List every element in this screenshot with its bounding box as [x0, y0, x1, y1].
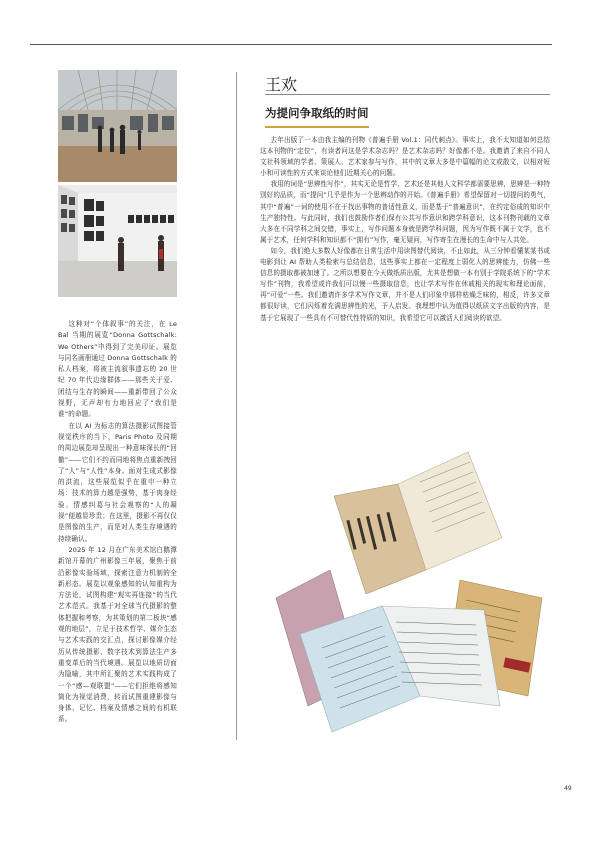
- top-rule: [30, 44, 552, 45]
- gallery-wall-photo: [58, 185, 177, 297]
- sidebar-paragraph: 在以 AI 为标志的算法摄影试图接管视觉秩序的当下，Paris Photo 及同期的周边展览却呈现出一种意味深长的“回撤”——它们不约而同地将焦点重新拽回了“人”与“人性”本身。面对生成式影像的洪流，这些展览似乎在重申一种立场：技术的算力越是强势，基于肉身经验、情感纠葛与社会观察的“人的凝视”便越显珍贵；在这里，摄影不再仅仅是图像的生产，而是对人类生存境遇的持续确认。: [58, 421, 177, 543]
- article-paragraph: 去年出版了一本由我主编的刊物《普遍手册 Vol.1：同代刺点》。事实上，我不太知道如何总结这本刊物的“定位”，有读者问这是学术杂志吗？是艺术杂志吗？好像都不是。我邀请了来自不同人文社科领域的学者、策展人、艺术家参与写作，其中的文章大多是中篇幅的论文或散文，以相对短小和可读性的方式来谈论他们近期关心的问题。: [260, 136, 550, 178]
- exhibition-hall-photo: [58, 70, 177, 182]
- sidebar-paragraph: 这种对“个体叙事”的关注，在 Le Bal 当期的展览“Donna Gottschalk: We Others”中得到了完美印证。展览与同名画册通过 Donna Gottschalk 的私人档案，将被主流叙事遗忘的 20 世纪 70 年代边缘群体——那些关于爱、团结与生存的瞬间——重新带回了公众视野，无声却有力地回应了“我们是谁”的命题。: [58, 320, 177, 419]
- article-paragraph: 如今，我们绝大多数人好像都在日常生活中用读图替代阅读，不止如此，从三分钟看懂某某书或电影到让 AI 帮助人类检索与总结信息，这些事实上都在一定程度上弱化人的思辨能力，仿佛一些信息的摄取都被加速了。之所以想要在今天做纸质出版，尤其是想做一本有别于学院系统下的“学术写作”刊物，我希望或许我们可以慢一些摄取信息，也让学术写作在休戚相关的现实和理论面前，再“可爱”一些。我们邀请许多学术写作文章，并不是人们印象中那样枯燥乏味的，相反，许多文章都很好读，它们闪烁着充满思辨性的光，予人启发。我理想中认为值得以纸质文字出版的内容，是基于它展现了一些具有不可替代性特质的知识，我希望它可以激活人们阅读的欲望。: [260, 246, 550, 322]
- author-underline: [265, 94, 550, 95]
- column-divider: [236, 72, 237, 740]
- sidebar-paragraph: 2025 年 12 月在广东美术馆白鹅潭新馆开幕的广州影像三年展，聚焦于前沿影像实验场域，探索注意力机制的全新形态。展览以观象感知的认知重构为方法论，试图构建“观实再连接”的当代艺术范式。我基于对全球当代摄影的整体把握和考察，为其策划的第二板块“感观的地层”，立足于技术哲学、媒介生态与艺术实践的交汇点，探讨影像媒介经历从传统摄影、数字技术到算法生产多重变革后的当代境遇。展览以地质切面为隐喻，其中所汇聚的艺术实践构成了一个“感—观联盟”——它们拒绝将感知简化为视觉消费，转而试图重建影像与身体、记忆、档案及情感之间的有机联系。: [58, 545, 177, 724]
- article-paragraph: 我用的词是“思辨性写作”，其实无论是哲学、艺术还是其他人文科学都需要思辨，思辨是一种特别好的品质，而“提问”几乎是作为一个思辨动作的开始。《普遍手册》希望保留对一切提问的勇气，其中“普遍”一词的使用不在于找出事物的普适性意义，而是基于“普遍意识”，在约定俗成的知识中生产独特性。与此同时，我们也鼓励作者们保有公共写作意识和跨学科意识，这本刊物刊载的文章大多在不同学科之间交错，事实上，写作问题本身就是跨学科问题，因为写作既不属于文学，也不属于艺术，任何学科和知识都不“拥有”写作，毫无疑问，写作寄生在漫长的生命中与人共处。: [260, 180, 550, 244]
- page-number: 49: [564, 785, 572, 792]
- publication-books-photo: [270, 420, 555, 745]
- author-name: 王欢: [265, 75, 298, 94]
- sidebar-text: [58, 319, 177, 726]
- article-body: [260, 135, 550, 324]
- article-title: 为提问争取纸的时间: [265, 105, 369, 128]
